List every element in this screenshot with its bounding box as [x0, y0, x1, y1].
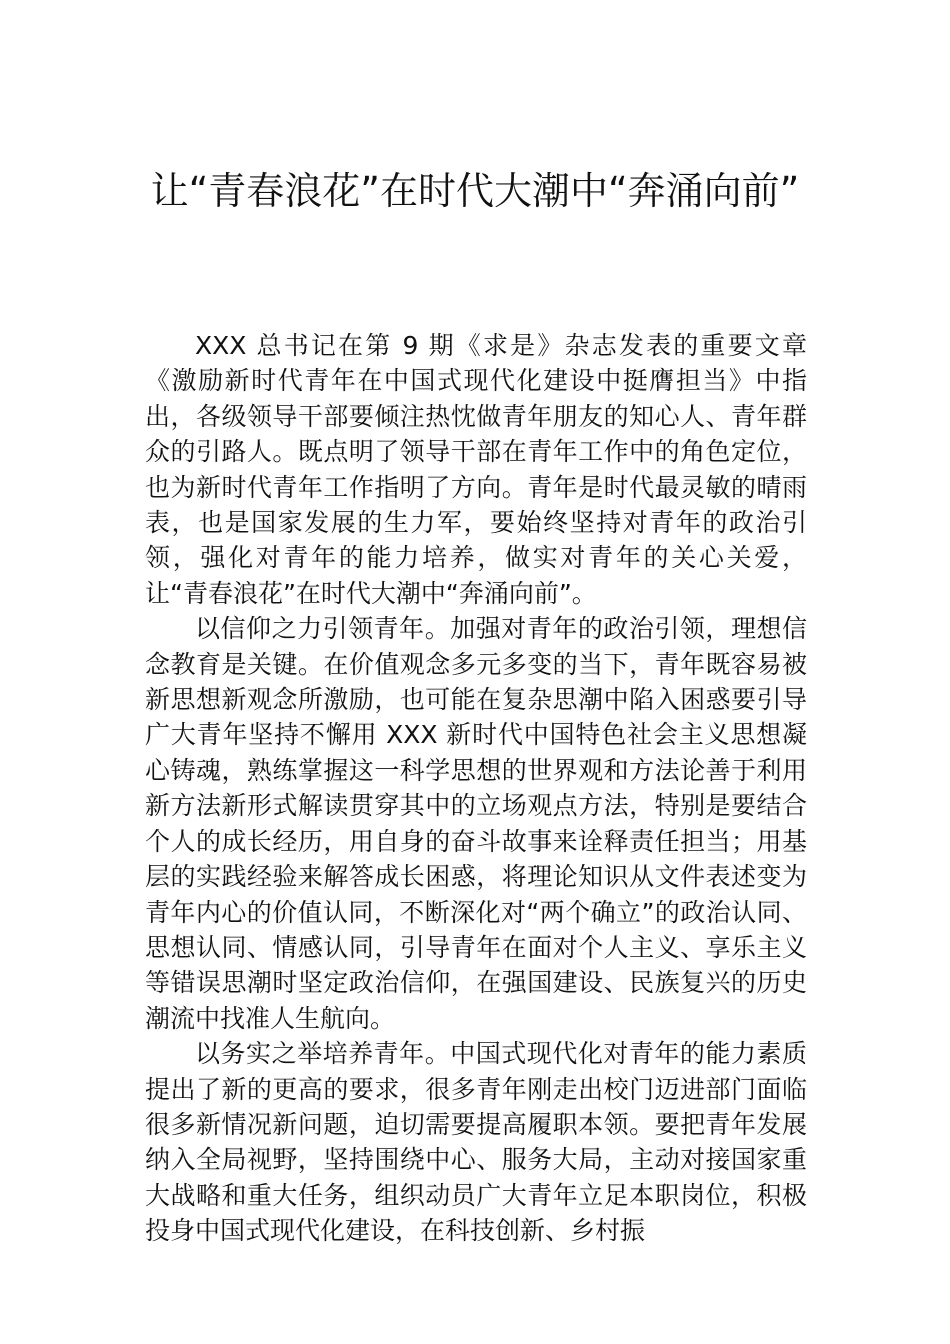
paragraph-belief: 以信仰之力引领青年。加强对青年的政治引领，理想信念教育是关键。在价值观念多元多变的当下，青年既容易被新思想新观念所激励，也可能在复杂思潮中陷入困惑要引导广大青年坚持不懈用 XXX 新时代中国特色社会主义思想凝心铸魂，熟练掌握这一科学思想的世界观和方法论善于利用新方法新形式解读贯穿其中的立场观点方法，特别是要结合个人的成长经历，用自身的奋斗故事来诠释责任担当；用基层的实践经验来解答成长困惑，将理论知识从文件表述变为青年内心的价值认同，不断深化对“两个确立”的政治认同、思想认同、情感认同，引导青年在面对个人主义、享乐主义等错误思潮时坚定政治信仰，在强国建设、民族复兴的历史潮流中找准人生航向。 [145, 614, 807, 1033]
document-body [145, 328, 807, 1249]
document-title: 让“青春浪花”在时代大潮中“奔涌向前” [150, 169, 800, 213]
paragraph-intro: XXX 总书记在第 9 期《求是》杂志发表的重要文章《激励新时代青年在中国式现代化建设中挺膺担当》中指出，各级领导干部要倾注热忱做青年朋友的知心人、青年群众的引路人。既点明了领导干部在青年工作中的角色定位，也为新时代青年工作指明了方向。青年是时代最灵敏的晴雨表，也是国家发展的生力军，要始终坚持对青年的政治引领，强化对青年的能力培养，做实对青年的关心关爱，让“青春浪花”在时代大潮中“奔涌向前”。 [145, 331, 807, 608]
paragraph-practice: 以务实之举培养青年。中国式现代化对青年的能力素质提出了新的更高的要求，很多青年刚走出校门迈进部门面临很多新情况新问题，迫切需要提高履职本领。要把青年发展纳入全局视野，坚持围绕中心、服务大局，主动对接国家重大战略和重大任务，组织动员广大青年立足本职岗位，积极投身中国式现代化建设，在科技创新、乡村振 [145, 1039, 807, 1246]
